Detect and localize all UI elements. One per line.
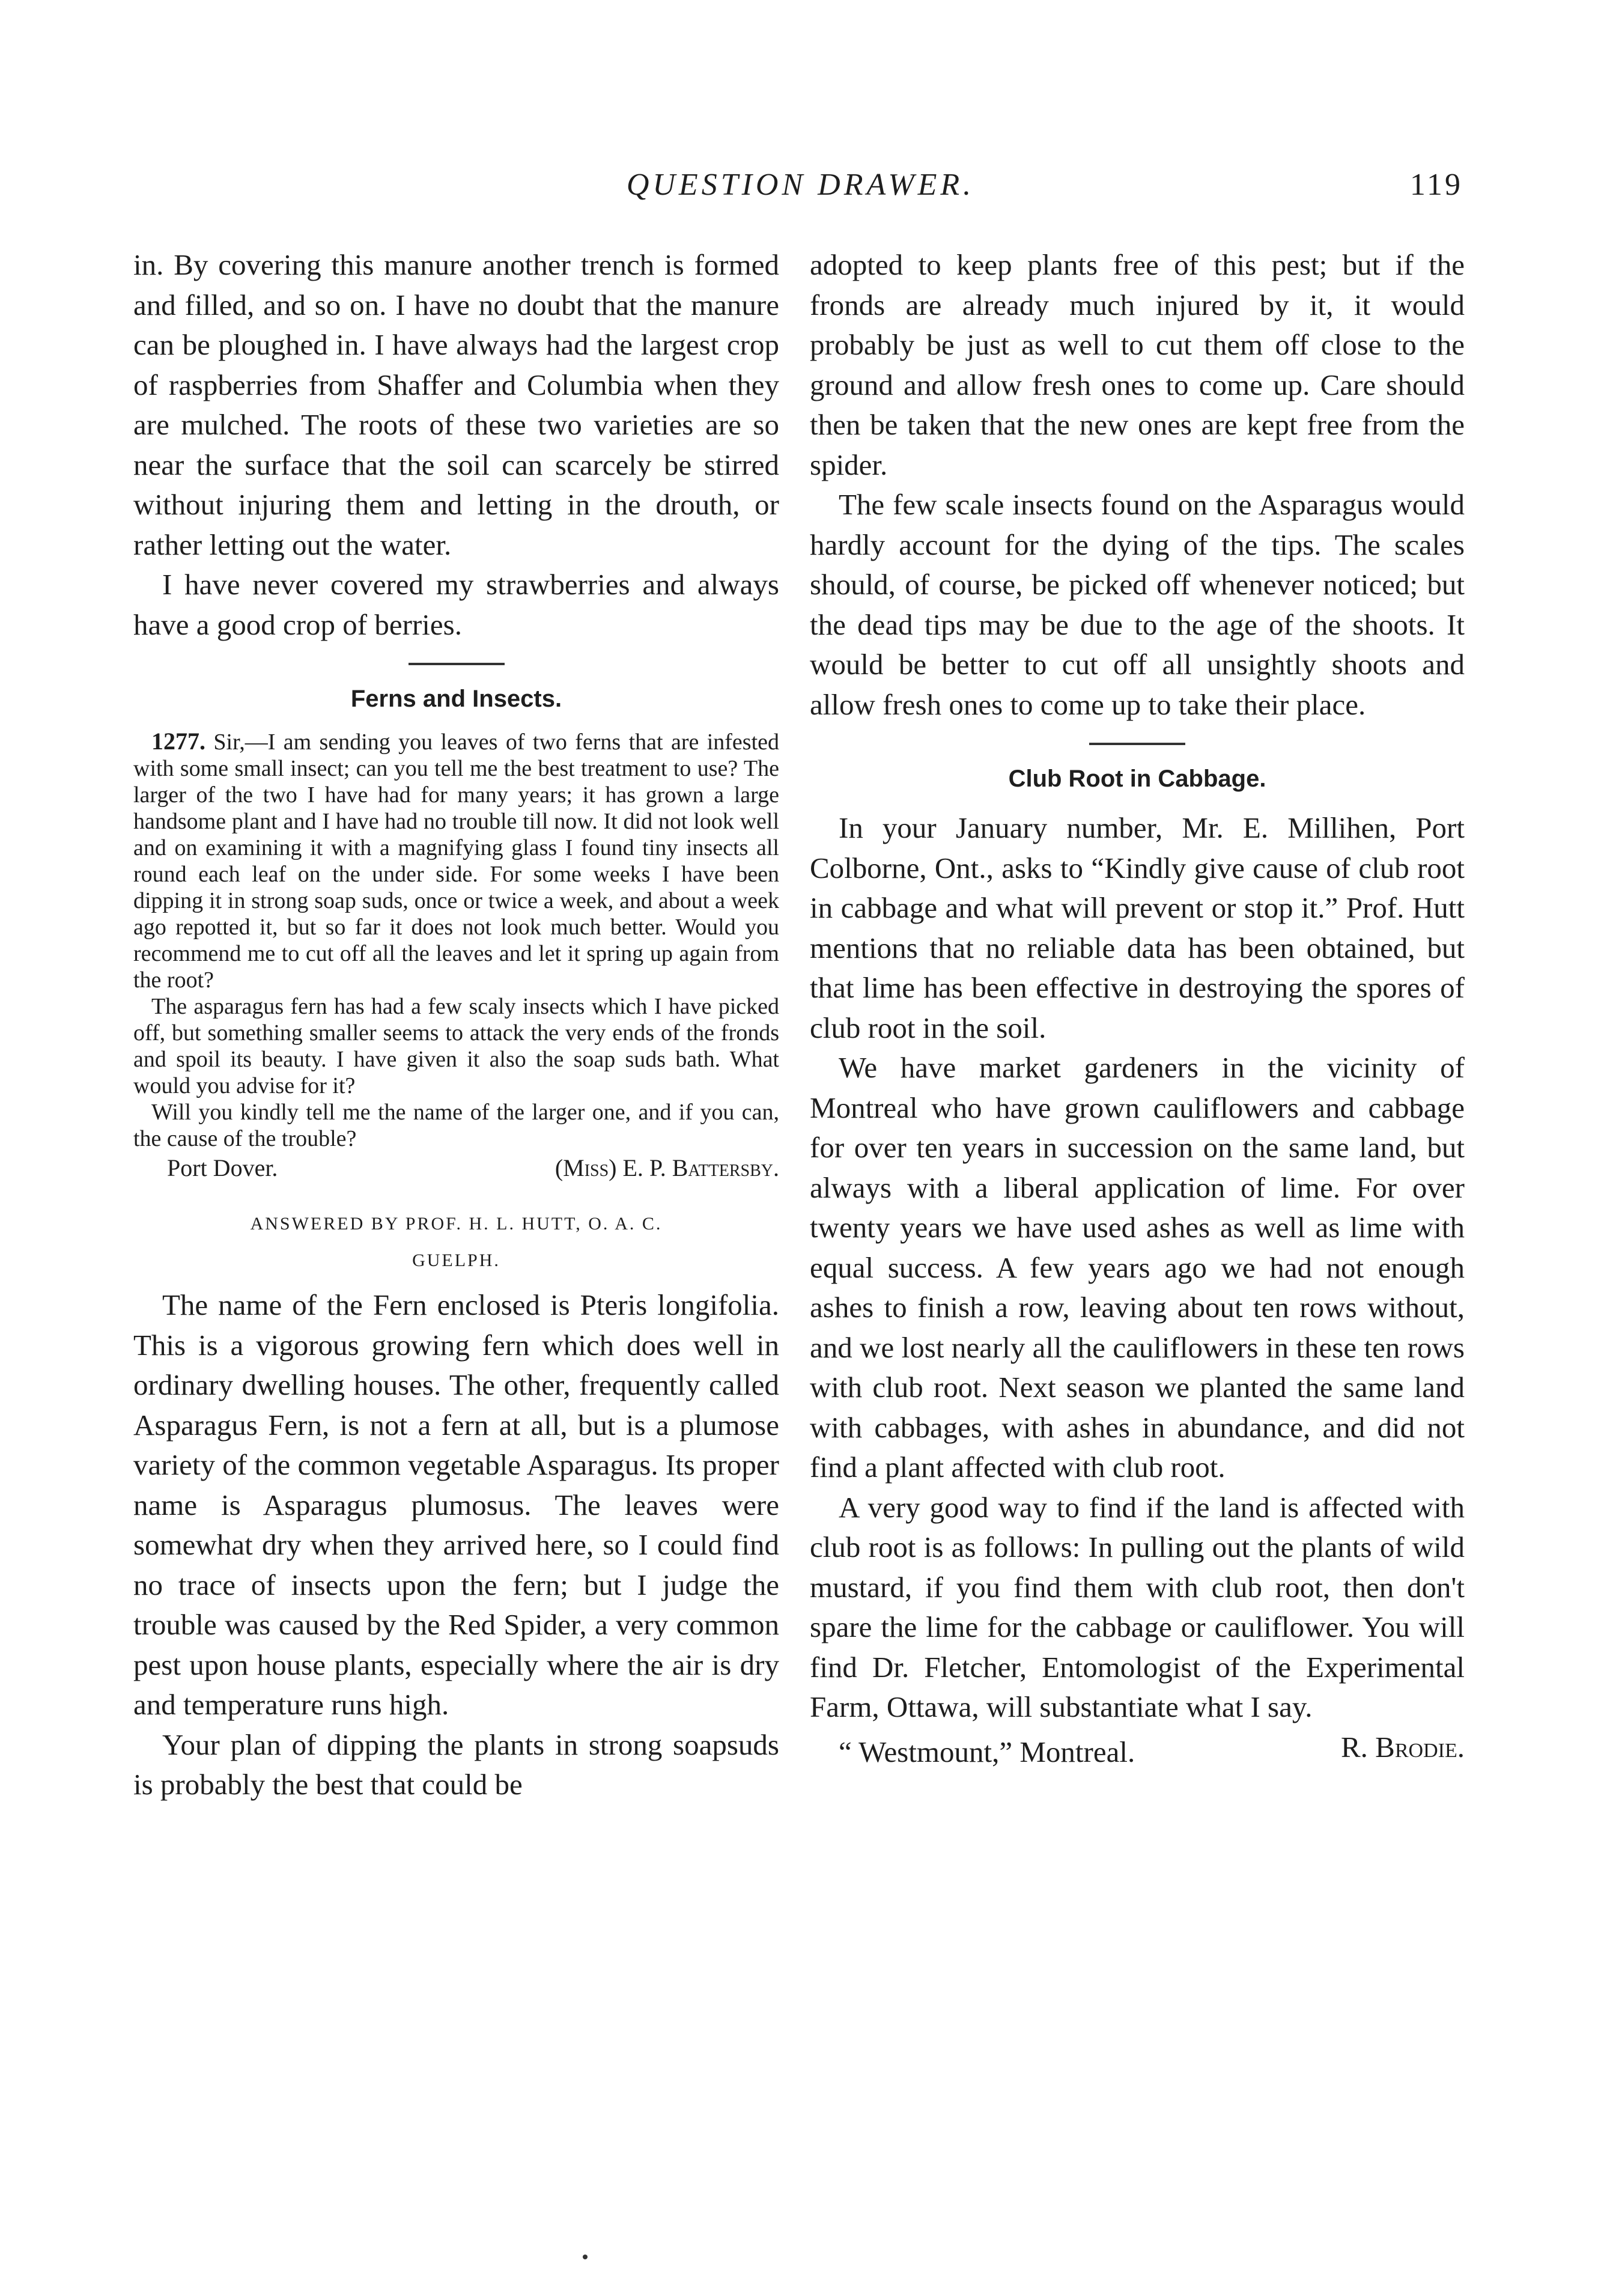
section-divider bbox=[409, 663, 505, 665]
right-column bbox=[810, 245, 1465, 1772]
paragraph: The few scale insects found on the Asparagus would hardly account for the dying of the tips. The scales should, of course, be picked off whenever noticed; but the dead tips may be due to the age of the shoots. It would be better to cut off all unsightly shoots and allow fresh ones to come up to take their place. bbox=[810, 488, 1465, 721]
answered-by: ANSWERED BY PROF. H. L. HUTT, O. A. C. bbox=[250, 1214, 663, 1234]
answered-place: GUELPH. bbox=[412, 1250, 500, 1270]
paragraph: adopted to keep plants free of this pest; but if the fronds are already much injured by it, it would probably be just as well to cut them off close to the ground and allow fresh ones to come up. Care should then be taken that the new ones are kept free from the spider. bbox=[810, 248, 1465, 481]
section-divider bbox=[1089, 743, 1185, 745]
left-column bbox=[133, 245, 779, 1805]
paragraph-text: A very good way to find if the land is affected with club root is as follows: In pulling out the plants of wild mustard, if you find them with club root, then don't spare the lime for the cabbage or cauliflower. You will find Dr. Fletcher, Entomologist of the Experimental Farm, Ottawa, will substantiate what I say. bbox=[810, 1490, 1465, 1723]
letter-signature-line bbox=[133, 1153, 779, 1183]
section-title: Ferns and Insects. bbox=[350, 686, 562, 712]
signature: R. Brodie. bbox=[1341, 1730, 1465, 1764]
paragraph: The name of the Fern enclosed is Pteris longifolia. This is a vigorous growing fern which does well in ordinary dwelling houses. The other, frequently called Asparagus Fern, is not a fern at all, but is a plumose variety of the common vegetable Asparagus. Its proper name is Asparagus plumosus. The leaves were somewhat dry when they arrived here, so I could find no trace of insects upon the fern; but I judge the trouble was caused by the Red Spider, a very common pest upon house plants, especially where the air is dry and temperature runs high. bbox=[133, 1288, 779, 1721]
running-head: QUESTION DRAWER. bbox=[626, 168, 975, 202]
letter-paragraph: Sir,—I am sending you leaves of two ferns that are infested with some small insect; can you tell me the best treatment to use? The larger of the two I have had for many years; it has grown a large handsome plant and I have had no trouble till now. It did not look well and on examining it with a magnifying glass I found tiny insects all round each leaf on the under side. For some weeks I have been dipping it in strong soap suds, once or twice a week, and about a week ago repotted it, but so far it does not look much better. Would you recommend me to cut off all the leaves and let it spring up again from the root? bbox=[133, 729, 780, 993]
question-number: 1277. bbox=[151, 728, 205, 755]
paragraph: in. By covering this manure another trench is formed and filled, and so on. I have no doubt that the manure can be ploughed in. I have always had the largest crop of raspberries from Shaffer and Columbia when they are mulched. The roots of these two varieties are so near the surface that the soil can scarcely be stirred without injuring them and letting in the drouth, or rather letting out the water. bbox=[133, 248, 779, 561]
letter-paragraph: Will you kindly tell me the name of the larger one, and if you can, the cause of the trouble? bbox=[133, 1100, 779, 1151]
page-number: 119 bbox=[1409, 168, 1463, 202]
letter-paragraph: The asparagus fern has had a few scaly insects which I have picked off, but something smaller seems to attack the very ends of the fronds and spoil its beauty. I have given it also the soap suds bath. What would you advise for it? bbox=[133, 994, 779, 1098]
paragraph: In your January number, Mr. E. Millihen, Port Colborne, Ont., asks to “Kindly give cause of club root in cabbage and what will prevent or stop it.” Prof. Hutt mentions that no reliable data has been obtained, but that lime has been effective in destroying the spores of club root in the soil. bbox=[810, 811, 1465, 1044]
paragraph: Your plan of dipping the plants in strong soapsuds is probably the best that could be bbox=[133, 1728, 779, 1801]
letter-signature: (Miss) E. P. Battersby. bbox=[554, 1154, 779, 1181]
paragraph: I have never covered my strawberries and always have a good crop of berries. bbox=[133, 568, 779, 641]
paragraph: We have market gardeners in the vicinity of Montreal who have grown cauliflowers and cabbage for over ten years in succession on the same land, but always with a liberal application of lime. For over twenty years we have used ashes as well as lime with equal success. A few years ago we had not enough ashes to finish a row, leaving about ten rows without, and we lost nearly all the cauliflowers in these ten rows with club root. Next season we planted the same land with cabbages, with ashes in abundance, and did not find a plant affected with club root. bbox=[810, 1051, 1465, 1484]
reader-letter bbox=[133, 728, 779, 1183]
section-title: Club Root in Cabbage. bbox=[1008, 766, 1266, 792]
letter-place: Port Dover. bbox=[167, 1154, 278, 1181]
page-header bbox=[138, 167, 1463, 215]
ink-dot bbox=[583, 2255, 588, 2259]
dateline: “ Westmount,” Montreal. bbox=[839, 1735, 1135, 1768]
